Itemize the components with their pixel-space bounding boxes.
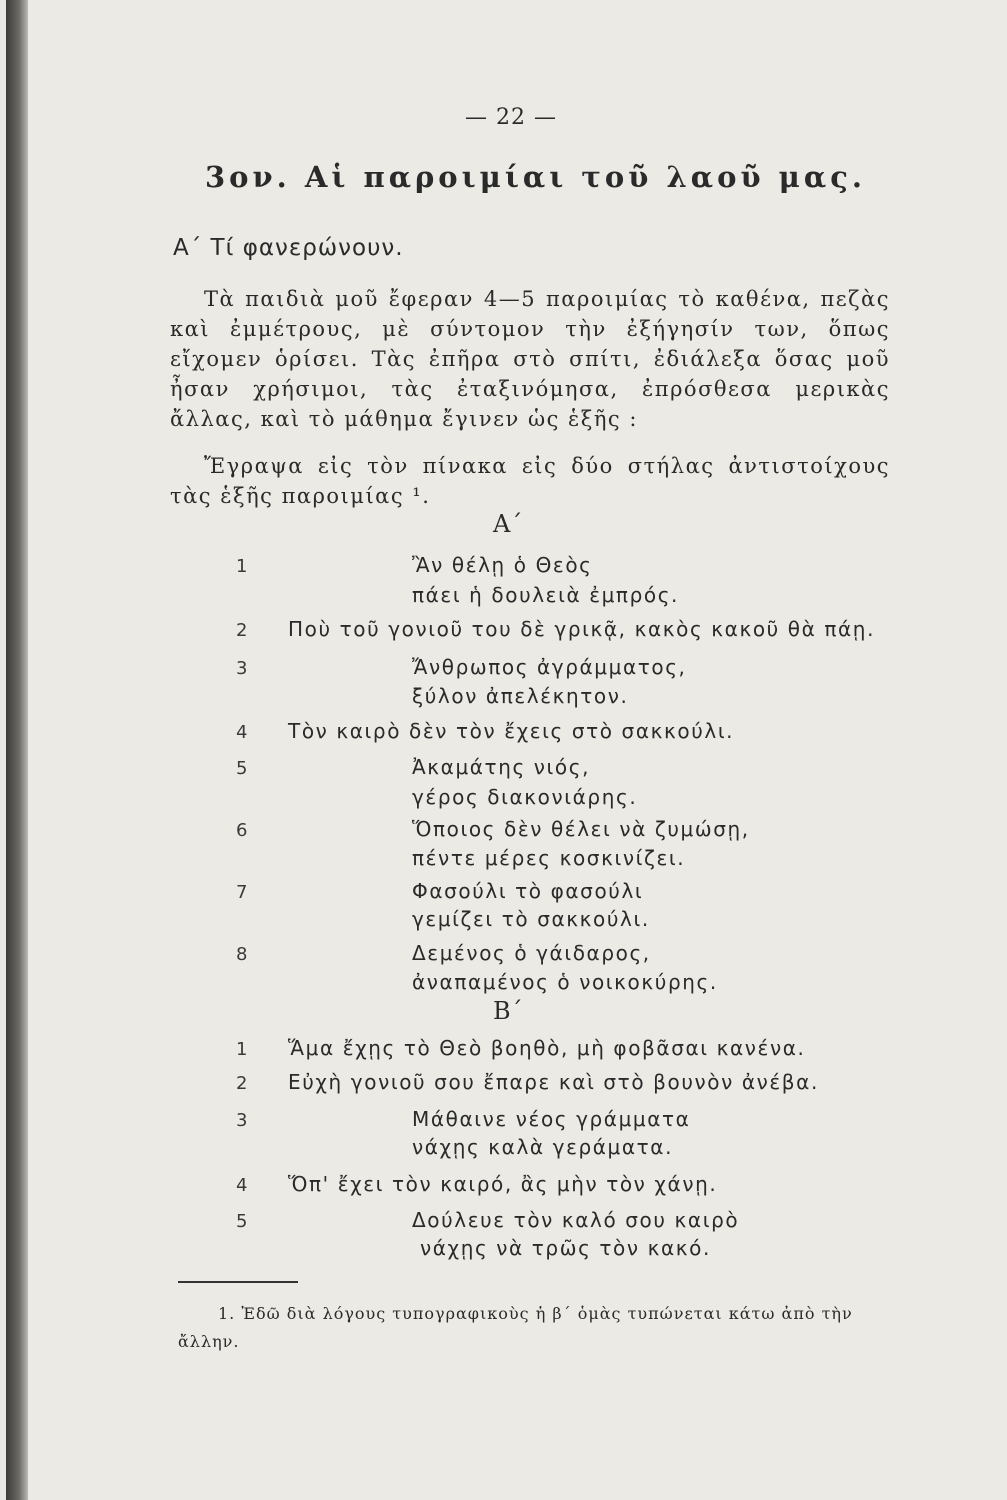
proverb-line: Ἀκαμάτης νιός, xyxy=(412,755,591,779)
proverb-line: ἀναπαμένος ὁ νοικοκύρης. xyxy=(412,970,718,994)
proverb-line: νάχῃς νὰ τρῶς τὸν κακό. xyxy=(420,1236,711,1260)
proverb-line: γέρος διακονιάρης. xyxy=(412,785,638,809)
proverb-line: Φασούλι τὸ φασούλι xyxy=(412,879,644,903)
proverb-number: 5 xyxy=(236,1211,248,1232)
proverb-line: ξύλον ἀπελέκητον. xyxy=(412,684,629,708)
proverb-line: Ὅπ' ἔχει τὸν καιρό, ἂς μὴν τὸν χάνῃ. xyxy=(288,1172,718,1196)
intro-paragraph: Τὰ παιδιὰ μοῦ ἔφεραν 4—5 παροιμίας τὸ καθένα, πεζὰς καὶ ἐμμέτρους, μὲ σύντομον τὴν ἐξήγησίν των, ὅπως εἴχομεν ὁρίσει. Τὰς ἐπῆρα στὸ σπίτι, ἐδιάλεξα ὅσας μοῦ ἦσαν χρήσιμοι, τὰς ἐταξινόμησα, ἐπρόσθεσα μερικὰς ἄλλας, καὶ τὸ μάθημα ἔγινεν ὡς ἑξῆς : xyxy=(170,287,890,431)
section-subtitle: Α΄ Τί φανερώνουν. xyxy=(173,235,404,261)
proverb-number: 5 xyxy=(236,758,248,779)
proverb-number: 2 xyxy=(236,1073,248,1094)
proverb-number: 4 xyxy=(236,1175,248,1196)
proverb-line: πέντε μέρες κοσκινίζει. xyxy=(412,846,686,870)
page-binding-edge xyxy=(6,0,28,1500)
proverb-number: 6 xyxy=(236,820,248,841)
chapter-title: 3ον. Αἱ παροιμίαι τοῦ λαοῦ μας. xyxy=(205,160,866,194)
group-b-heading: Β΄ xyxy=(493,997,523,1025)
proverb-line: Ἄνθρωπος ἀγράμματος, xyxy=(412,655,687,679)
footnote-rule xyxy=(178,1281,298,1283)
proverb-line: γεμίζει τὸ σακκούλι. xyxy=(412,907,650,931)
proverb-number: 3 xyxy=(236,658,248,679)
proverb-line: νάχῃς καλὰ γεράματα. xyxy=(412,1135,674,1159)
proverb-number: 2 xyxy=(236,620,248,641)
proverb-number: 8 xyxy=(236,944,248,965)
proverb-number: 7 xyxy=(236,882,248,903)
proverb-line: πάει ἡ δουλειὰ ἐμπρός. xyxy=(412,583,679,607)
proverb-line: Ποὺ τοῦ γονιοῦ του δὲ γρικᾷ, κακὸς κακοῦ θὰ πάῃ. xyxy=(288,617,876,641)
proverb-line: Ἅμα ἔχῃς τὸ Θεὸ βοηθὸ, μὴ φοβᾶσαι κανένα. xyxy=(288,1036,806,1060)
proverb-line: Τὸν καιρὸ δὲν τὸν ἔχεις στὸ σακκούλι. xyxy=(288,719,735,743)
proverb-line: Δούλευε τὸν καλό σου καιρὸ xyxy=(412,1208,740,1232)
proverb-line: Μάθαινε νέος γράμματα xyxy=(412,1107,691,1131)
proverb-line: Δεμένος ὁ γάιδαρος, xyxy=(412,941,651,965)
proverb-line: Ὅποιος δὲν θέλει νὰ ζυμώσῃ, xyxy=(412,817,750,841)
footnote: 1. Ἐδῶ διὰ λόγους τυπογραφικοὺς ἡ β΄ ὁμὰς τυπώνεται κάτω ἀπὸ τὴν ἄλλην. xyxy=(178,1304,853,1351)
proverb-number: 4 xyxy=(236,722,248,743)
proverb-line: Ἂν θέλῃ ὁ Θεὸς xyxy=(412,553,593,577)
proverb-line: Εὐχὴ γονιοῦ σου ἔπαρε καὶ στὸ βουνὸν ἀνέβα. xyxy=(288,1070,819,1094)
instruction-paragraph: Ἔγραψα εἰς τὸν πίνακα εἰς δύο στήλας ἀντιστοίχους τὰς ἑξῆς παροιμίας ¹. xyxy=(170,454,890,508)
group-a-heading: Α΄ xyxy=(493,510,523,538)
proverb-number: 1 xyxy=(236,1039,248,1060)
proverb-number: 1 xyxy=(236,556,248,577)
proverb-number: 3 xyxy=(236,1110,248,1131)
page-number: — 22 — xyxy=(465,105,557,130)
book-page xyxy=(28,0,1007,1500)
